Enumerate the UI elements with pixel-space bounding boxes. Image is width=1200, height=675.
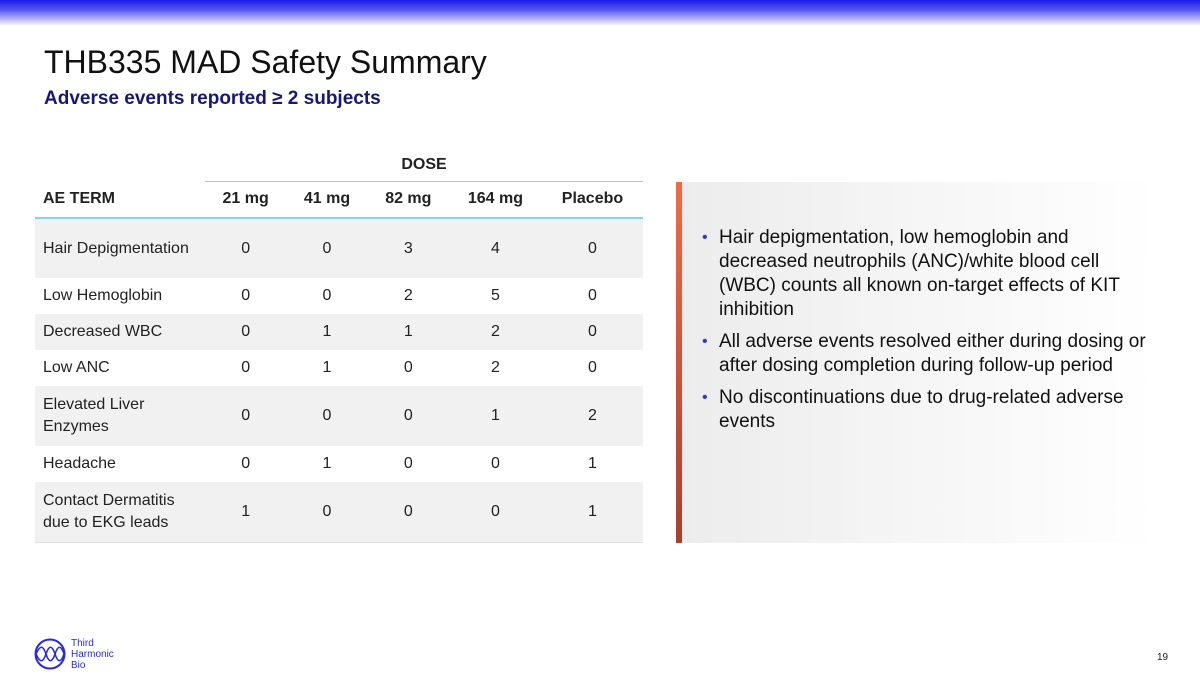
bullet-icon: • xyxy=(702,229,708,246)
column-header-41mg: 41 mg xyxy=(286,181,367,218)
count-cell: 0 xyxy=(491,455,500,472)
count-cell: 2 xyxy=(449,314,542,350)
count-cell: 0 xyxy=(403,455,413,472)
company-logo xyxy=(33,637,114,671)
count-cell: 1 xyxy=(542,482,643,542)
table-row xyxy=(35,386,643,446)
count-cell: 0 xyxy=(241,359,251,376)
count-cell: 2 xyxy=(403,287,413,304)
bullet-text: No discontinuations due to drug-related adverse events xyxy=(719,387,1124,432)
ae-term-cell: Decreased WBC xyxy=(35,314,205,350)
count-cell: 0 xyxy=(368,482,449,542)
logo-text-line: Third xyxy=(71,637,94,649)
count-cell: 1 xyxy=(205,482,286,542)
key-points-panel xyxy=(676,182,1156,543)
count-cell: 0 xyxy=(241,455,251,472)
ae-term-cell: Headache xyxy=(43,455,116,472)
count-cell: 0 xyxy=(286,482,367,542)
count-cell: 2 xyxy=(491,359,500,376)
column-header-row xyxy=(35,181,643,218)
table-row xyxy=(35,278,643,314)
page-number: 19 xyxy=(1157,652,1169,663)
adverse-events-table xyxy=(35,150,643,543)
column-header-82mg: 82 mg xyxy=(368,181,449,218)
logo-text-line: Harmonic xyxy=(71,648,114,660)
bullet-text: Hair depigmentation, low hemoglobin and decreased neutrophils (ANC)/white blood cell (WBC) counts all known on-target effects of KIT inhibition xyxy=(719,227,1120,320)
count-cell: 0 xyxy=(286,218,367,278)
count-cell: 0 xyxy=(286,386,367,446)
ae-term-cell: Hair Depigmentation xyxy=(35,218,205,278)
bullet-text: All adverse events resolved either during dosing or after dosing completion during follow-up period xyxy=(719,331,1146,376)
count-cell: 1 xyxy=(368,314,449,350)
bullet-icon: • xyxy=(702,333,708,350)
count-cell: 1 xyxy=(449,386,542,446)
logo-text-line: Bio xyxy=(71,659,86,671)
table-row xyxy=(35,482,643,542)
column-header-ae-term: AE TERM xyxy=(35,181,205,218)
count-cell: 1 xyxy=(588,455,597,472)
page-title: THB335 MAD Safety Summary xyxy=(44,44,487,80)
count-cell: 0 xyxy=(205,386,286,446)
count-cell: 0 xyxy=(542,218,643,278)
count-cell: 0 xyxy=(588,287,597,304)
ae-term-cell: Low ANC xyxy=(43,359,110,376)
count-cell: 0 xyxy=(542,314,643,350)
column-header-21mg: 21 mg xyxy=(205,181,286,218)
count-cell: 0 xyxy=(205,314,286,350)
top-gradient-bar xyxy=(0,0,1200,26)
bullet-list xyxy=(702,226,1152,442)
count-cell: 0 xyxy=(368,386,449,446)
ae-term-cell: Elevated Liver Enzymes xyxy=(35,386,205,446)
bullet-item xyxy=(702,330,1152,378)
count-cell: 5 xyxy=(491,287,500,304)
count-cell: 0 xyxy=(322,287,332,304)
dose-group-header: DOSE xyxy=(205,150,643,181)
count-cell: 0 xyxy=(205,218,286,278)
table-row xyxy=(35,350,643,386)
table-row xyxy=(35,218,643,278)
count-cell: 0 xyxy=(241,287,251,304)
count-cell: 0 xyxy=(588,359,597,376)
ae-term-cell: Low Hemoglobin xyxy=(43,287,163,304)
count-cell: 0 xyxy=(403,359,413,376)
empty-header-cell xyxy=(35,150,205,181)
count-cell: 1 xyxy=(322,455,332,472)
bullet-icon: • xyxy=(702,389,708,406)
bullet-item xyxy=(702,386,1152,434)
count-cell: 1 xyxy=(322,359,332,376)
bullet-item xyxy=(702,226,1152,322)
count-cell: 4 xyxy=(449,218,542,278)
table-row xyxy=(35,314,643,350)
wave-logo-icon xyxy=(33,637,67,671)
page-subtitle: Adverse events reported ≥ 2 subjects xyxy=(44,88,381,109)
count-cell: 3 xyxy=(368,218,449,278)
accent-bar xyxy=(676,182,682,543)
ae-term-cell: Contact Dermatitis due to EKG leads xyxy=(35,482,205,542)
table-row xyxy=(35,446,643,482)
column-header-164mg: 164 mg xyxy=(449,181,542,218)
count-cell: 2 xyxy=(542,386,643,446)
count-cell: 0 xyxy=(449,482,542,542)
column-header-placebo: Placebo xyxy=(542,181,643,218)
dose-group-row xyxy=(35,150,643,181)
count-cell: 1 xyxy=(286,314,367,350)
